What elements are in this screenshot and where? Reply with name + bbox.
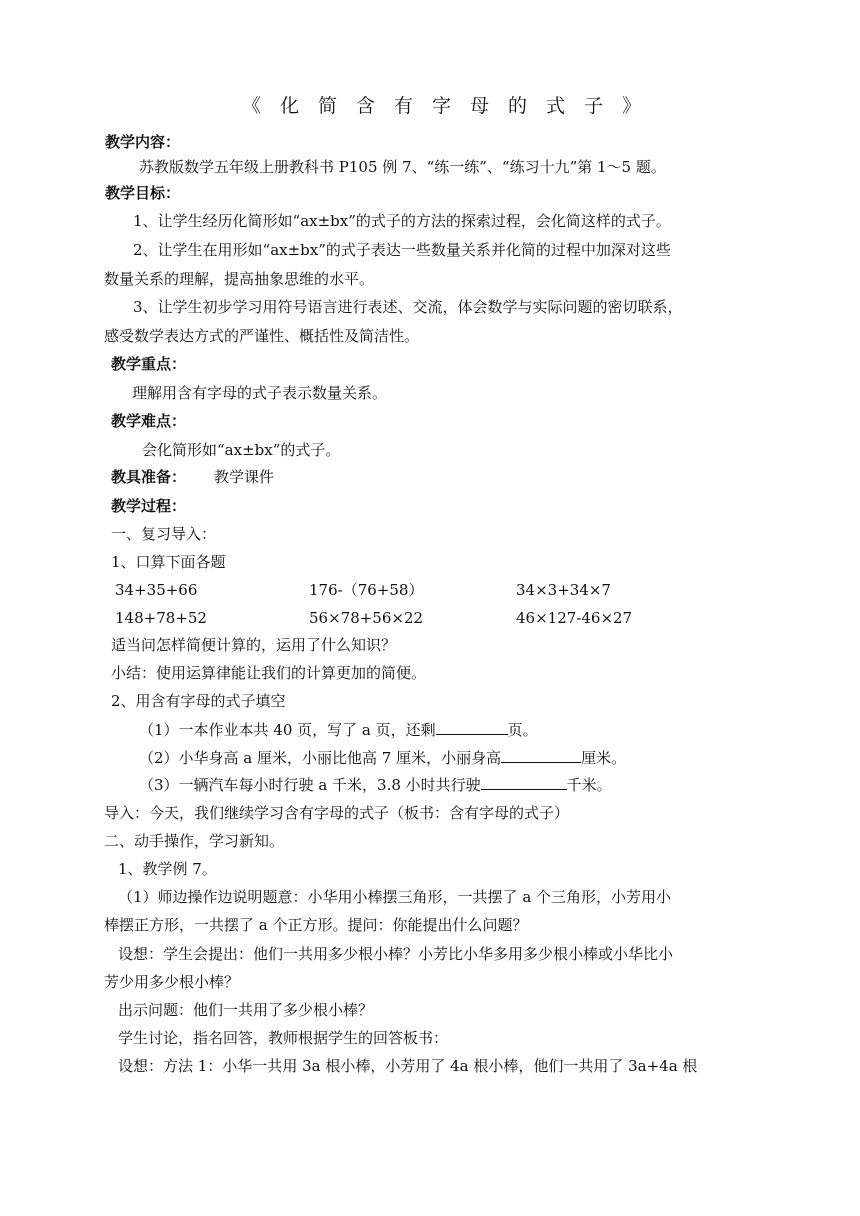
fill-blank-2-text: （2）小华身高 a 厘米，小丽比他高 7 厘米，小丽身高 <box>139 749 502 767</box>
example-para-2-line-2: 芳少用多少根小棒？ <box>104 973 240 991</box>
goal-2-line-1: 2、让学生在用形如“ax±bx”的式子表达一些数量关系并化简的过程中加深对这些 <box>133 241 671 259</box>
fill-blank-2-unit: 厘米。 <box>581 749 627 767</box>
intro-text: 导入：今天，我们继续学习含有字母的式子（板书：含有字母的式子） <box>104 804 570 822</box>
section-1-item-2: 2、用含有字母的式子填空 <box>111 692 286 710</box>
difficulty-heading: 教学难点： <box>111 412 187 430</box>
review-question: 适当问怎样简便计算的，运用了什么知识？ <box>111 636 397 654</box>
process-heading: 教学过程： <box>111 497 187 515</box>
example-para-1-line-1: （1）师边操作边说明题意：小华用小棒摆三角形，一共摆了 a 个三角形，小芳用小 <box>118 888 672 906</box>
summary: 小结：使用运算律能让我们的计算更加的简便。 <box>111 664 427 682</box>
fill-blank-1-text: （1）一本作业本共 40 页，写了 a 页，还剩 <box>139 721 436 739</box>
fill-blank-3 <box>139 774 612 795</box>
section-2-item-1: 1、教学例 7。 <box>118 860 217 878</box>
content-heading: 教学内容： <box>105 133 181 151</box>
answer-blank <box>481 774 567 790</box>
difficulty-text: 会化简形如“ax±bx”的式子。 <box>142 441 341 459</box>
goal-1: 1、让学生经历化简形如“ax±bx”的式子的方法的探索过程，会化简这样的式子。 <box>133 212 671 230</box>
calc-problem: 34×3+34×7 <box>516 581 611 599</box>
section-2-heading: 二、动手操作，学习新知。 <box>104 832 285 850</box>
key-heading: 教学重点： <box>111 355 187 373</box>
fill-blank-3-unit: 千米。 <box>566 776 612 794</box>
goals-heading: 教学目标： <box>105 184 181 202</box>
fill-blank-2 <box>139 747 626 768</box>
calc-problem: 46×127-46×27 <box>516 609 633 627</box>
example-question: 出示问题：他们一共用了多少根小棒？ <box>118 1001 374 1019</box>
calc-problem: 34+35+66 <box>115 581 198 599</box>
section-1-item-1: 1、口算下面各题 <box>111 553 226 571</box>
tools-text: 教学课件 <box>214 468 275 486</box>
example-discussion: 学生讨论，指名回答，教师根据学生的回答板书： <box>118 1029 449 1047</box>
example-para-2-line-1: 设想：学生会提出：他们一共用多少根小棒？小芳比小华多用多少根小棒或小华比小 <box>118 945 674 963</box>
example-para-1-line-2: 棒摆正方形，一共摆了 a 个正方形。提问：你能提出什么问题？ <box>104 916 528 934</box>
fill-blank-1 <box>139 719 538 740</box>
fill-blank-3-text: （3）一辆汽车每小时行驶 a 千米，3.8 小时共行驶 <box>139 776 481 794</box>
answer-blank <box>501 747 581 763</box>
goal-2-line-2: 数量关系的理解，提高抽象思维的水平。 <box>104 270 375 288</box>
tools-heading: 教具准备： <box>111 468 187 486</box>
calc-problem: 56×78+56×22 <box>309 609 424 627</box>
goal-3-line-2: 感受数学表达方式的严谨性、概括性及简洁性。 <box>104 327 420 345</box>
fill-blank-1-unit: 页。 <box>507 721 538 739</box>
goal-3-line-1: 3、让学生初步学习用符号语言进行表述、交流，体会数学与实际问题的密切联系， <box>133 298 683 316</box>
doc-title: 《化简含有字母的式子》 <box>242 95 661 117</box>
calc-problem: 148+78+52 <box>115 609 207 627</box>
content-text: 苏教版数学五年级上册教科书 P105 例 7、“练一练”、“练习十九”第 1～5 题。 <box>139 158 666 176</box>
key-text: 理解用含有字母的式子表示数量关系。 <box>132 384 388 402</box>
answer-blank <box>436 719 508 735</box>
section-1-heading: 一、复习导入： <box>111 525 217 543</box>
calc-problem: 176-（76+58） <box>309 581 424 599</box>
example-method-1: 设想：方法 1：小华一共用 3a 根小棒，小芳用了 4a 根小棒，他们一共用了 3a+4a 根 <box>118 1057 698 1075</box>
